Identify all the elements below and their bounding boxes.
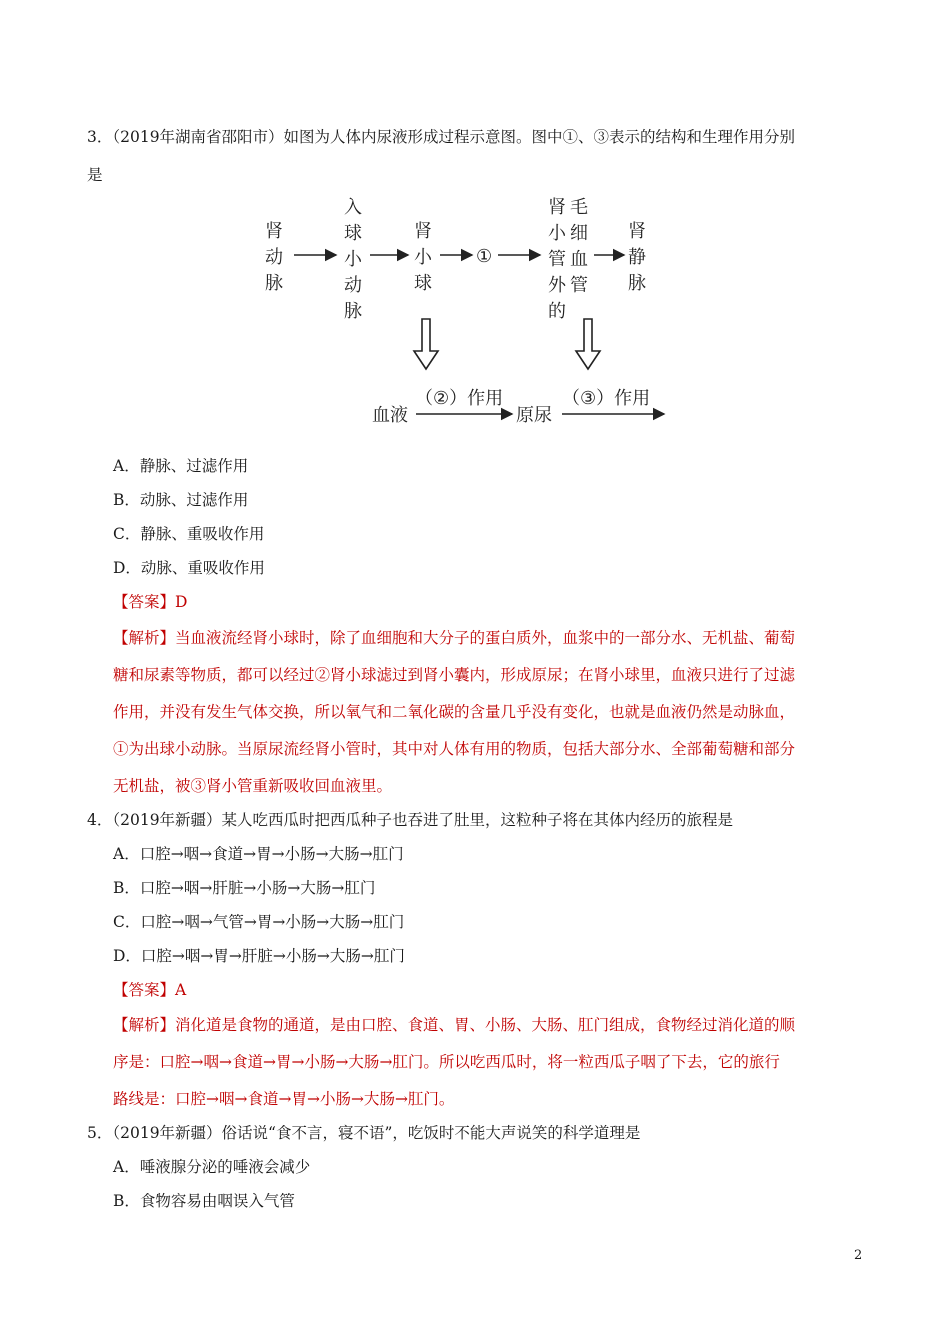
svg-text:外: 外 [548, 275, 566, 296]
svg-text:肾: 肾 [548, 197, 566, 218]
urine-label: 原尿 [516, 405, 552, 426]
afferent-arteriole-label [344, 197, 363, 322]
q4-option-a: A．口腔→咽→食道→胃→小肠→大肠→肛门 [113, 845, 404, 863]
q3-analysis-line1: 【解析】当血液流经肾小球时，除了血细胞和大分子的蛋白质外，血浆中的一部分水、无机盐、葡萄 [113, 629, 796, 647]
down-arrow-tubule [576, 319, 600, 369]
q3-option-d: D．动脉、重吸收作用 [113, 559, 265, 577]
renal-artery-label [265, 220, 283, 294]
step3-label: （③）作用 [562, 388, 651, 409]
q3-option-b: B．动脉、过滤作用 [113, 491, 249, 509]
q4-option-d: D．口腔→咽→胃→肝脏→小肠→大肠→肛门 [113, 947, 405, 965]
svg-text:毛: 毛 [570, 197, 588, 218]
svg-text:脉: 脉 [628, 273, 646, 294]
tubule-outer-label [548, 196, 567, 322]
q4-analysis-line2: 序是：口腔→咽→食道→胃→小肠→大肠→肛门。所以吃西瓜时，将一粒西瓜子咽了下去，它的旅行 [113, 1053, 780, 1071]
svg-text:球: 球 [344, 223, 362, 244]
q4-stem: 4．（2019年新疆）某人吃西瓜时把西瓜种子也吞进了肚里，这粒种子将在其体内经历的旅程是 [87, 811, 734, 829]
svg-text:血: 血 [570, 249, 588, 270]
q3-stem-line1: 3．（2019年湖南省邵阳市）如图为人体内尿液形成过程示意图。图中①、③表示的结构和生理作用分别 [87, 128, 796, 146]
q4-option-b: B．口腔→咽→肝脏→小肠→大肠→肛门 [113, 879, 376, 897]
q4-analysis-line1: 【解析】消化道是食物的通道，是由口腔、食道、胃、小肠、大肠、肛门组成，食物经过消化道的顺 [113, 1016, 796, 1034]
svg-text:动: 动 [344, 275, 362, 296]
q3-analysis-line3: 作用，并没有发生气体交换，所以氧气和二氧化碳的含量几乎没有变化，也就是血液仍然是动脉血， [113, 703, 796, 721]
svg-text:细: 细 [570, 223, 588, 244]
q4-option-c: C．口腔→咽→气管→胃→小肠→大肠→肛门 [113, 913, 405, 931]
svg-text:肾: 肾 [414, 221, 432, 242]
svg-text:脉: 脉 [265, 273, 283, 294]
q3-analysis-line2: 糖和尿素等物质，都可以经过②肾小球滤过到肾小囊内，形成原尿；在肾小球里，血液只进行了过滤 [113, 666, 796, 684]
q3-option-c: C．静脉、重吸收作用 [113, 525, 265, 543]
urine-formation-diagram [250, 195, 680, 435]
q5-option-b: B．食物容易由咽误入气管 [113, 1192, 295, 1210]
glomerulus-label [414, 220, 433, 294]
q3-analysis-line5: 无机盐，被③肾小管重新吸收回血液里。 [113, 777, 393, 795]
q5-stem: 5．（2019年新疆）俗话说“食不言，寝不语”，吃饭时不能大声说笑的科学道理是 [87, 1124, 641, 1142]
q4-analysis-line3: 路线是：口腔→咽→食道→胃→小肠→大肠→肛门。 [113, 1090, 455, 1108]
circle-1-label: ① [476, 246, 493, 267]
capillary-label [570, 197, 588, 296]
svg-text:的: 的 [548, 301, 566, 322]
q5-option-a: A．唾液腺分泌的唾液会减少 [113, 1158, 311, 1176]
svg-text:管: 管 [548, 249, 566, 270]
svg-text:小: 小 [344, 249, 362, 270]
q3-answer: 【答案】D [113, 593, 188, 611]
svg-text:球: 球 [414, 273, 432, 294]
q4-answer: 【答案】A [113, 981, 187, 999]
q3-option-a: A．静脉、过滤作用 [113, 457, 249, 475]
svg-text:静: 静 [628, 247, 646, 268]
svg-text:管: 管 [570, 275, 588, 296]
svg-text:动: 动 [265, 247, 283, 268]
svg-text:肾: 肾 [628, 221, 646, 242]
step2-label: （②）作用 [415, 388, 504, 409]
svg-text:小: 小 [548, 223, 566, 244]
svg-text:小: 小 [414, 247, 432, 268]
svg-text:入: 入 [344, 197, 362, 218]
q3-stem-line2: 是 [87, 166, 103, 184]
svg-text:肾: 肾 [265, 221, 283, 242]
down-arrow-glomerulus [414, 319, 438, 369]
q3-analysis-line4: ①为出球小动脉。当原尿流经肾小管时，其中对人体有用的物质，包括大部分水、全部葡萄糖和部分 [113, 740, 796, 758]
blood-label: 血液 [372, 405, 408, 426]
renal-vein-label [628, 220, 646, 294]
svg-text:脉: 脉 [344, 301, 362, 322]
page-number: 2 [854, 1248, 863, 1263]
